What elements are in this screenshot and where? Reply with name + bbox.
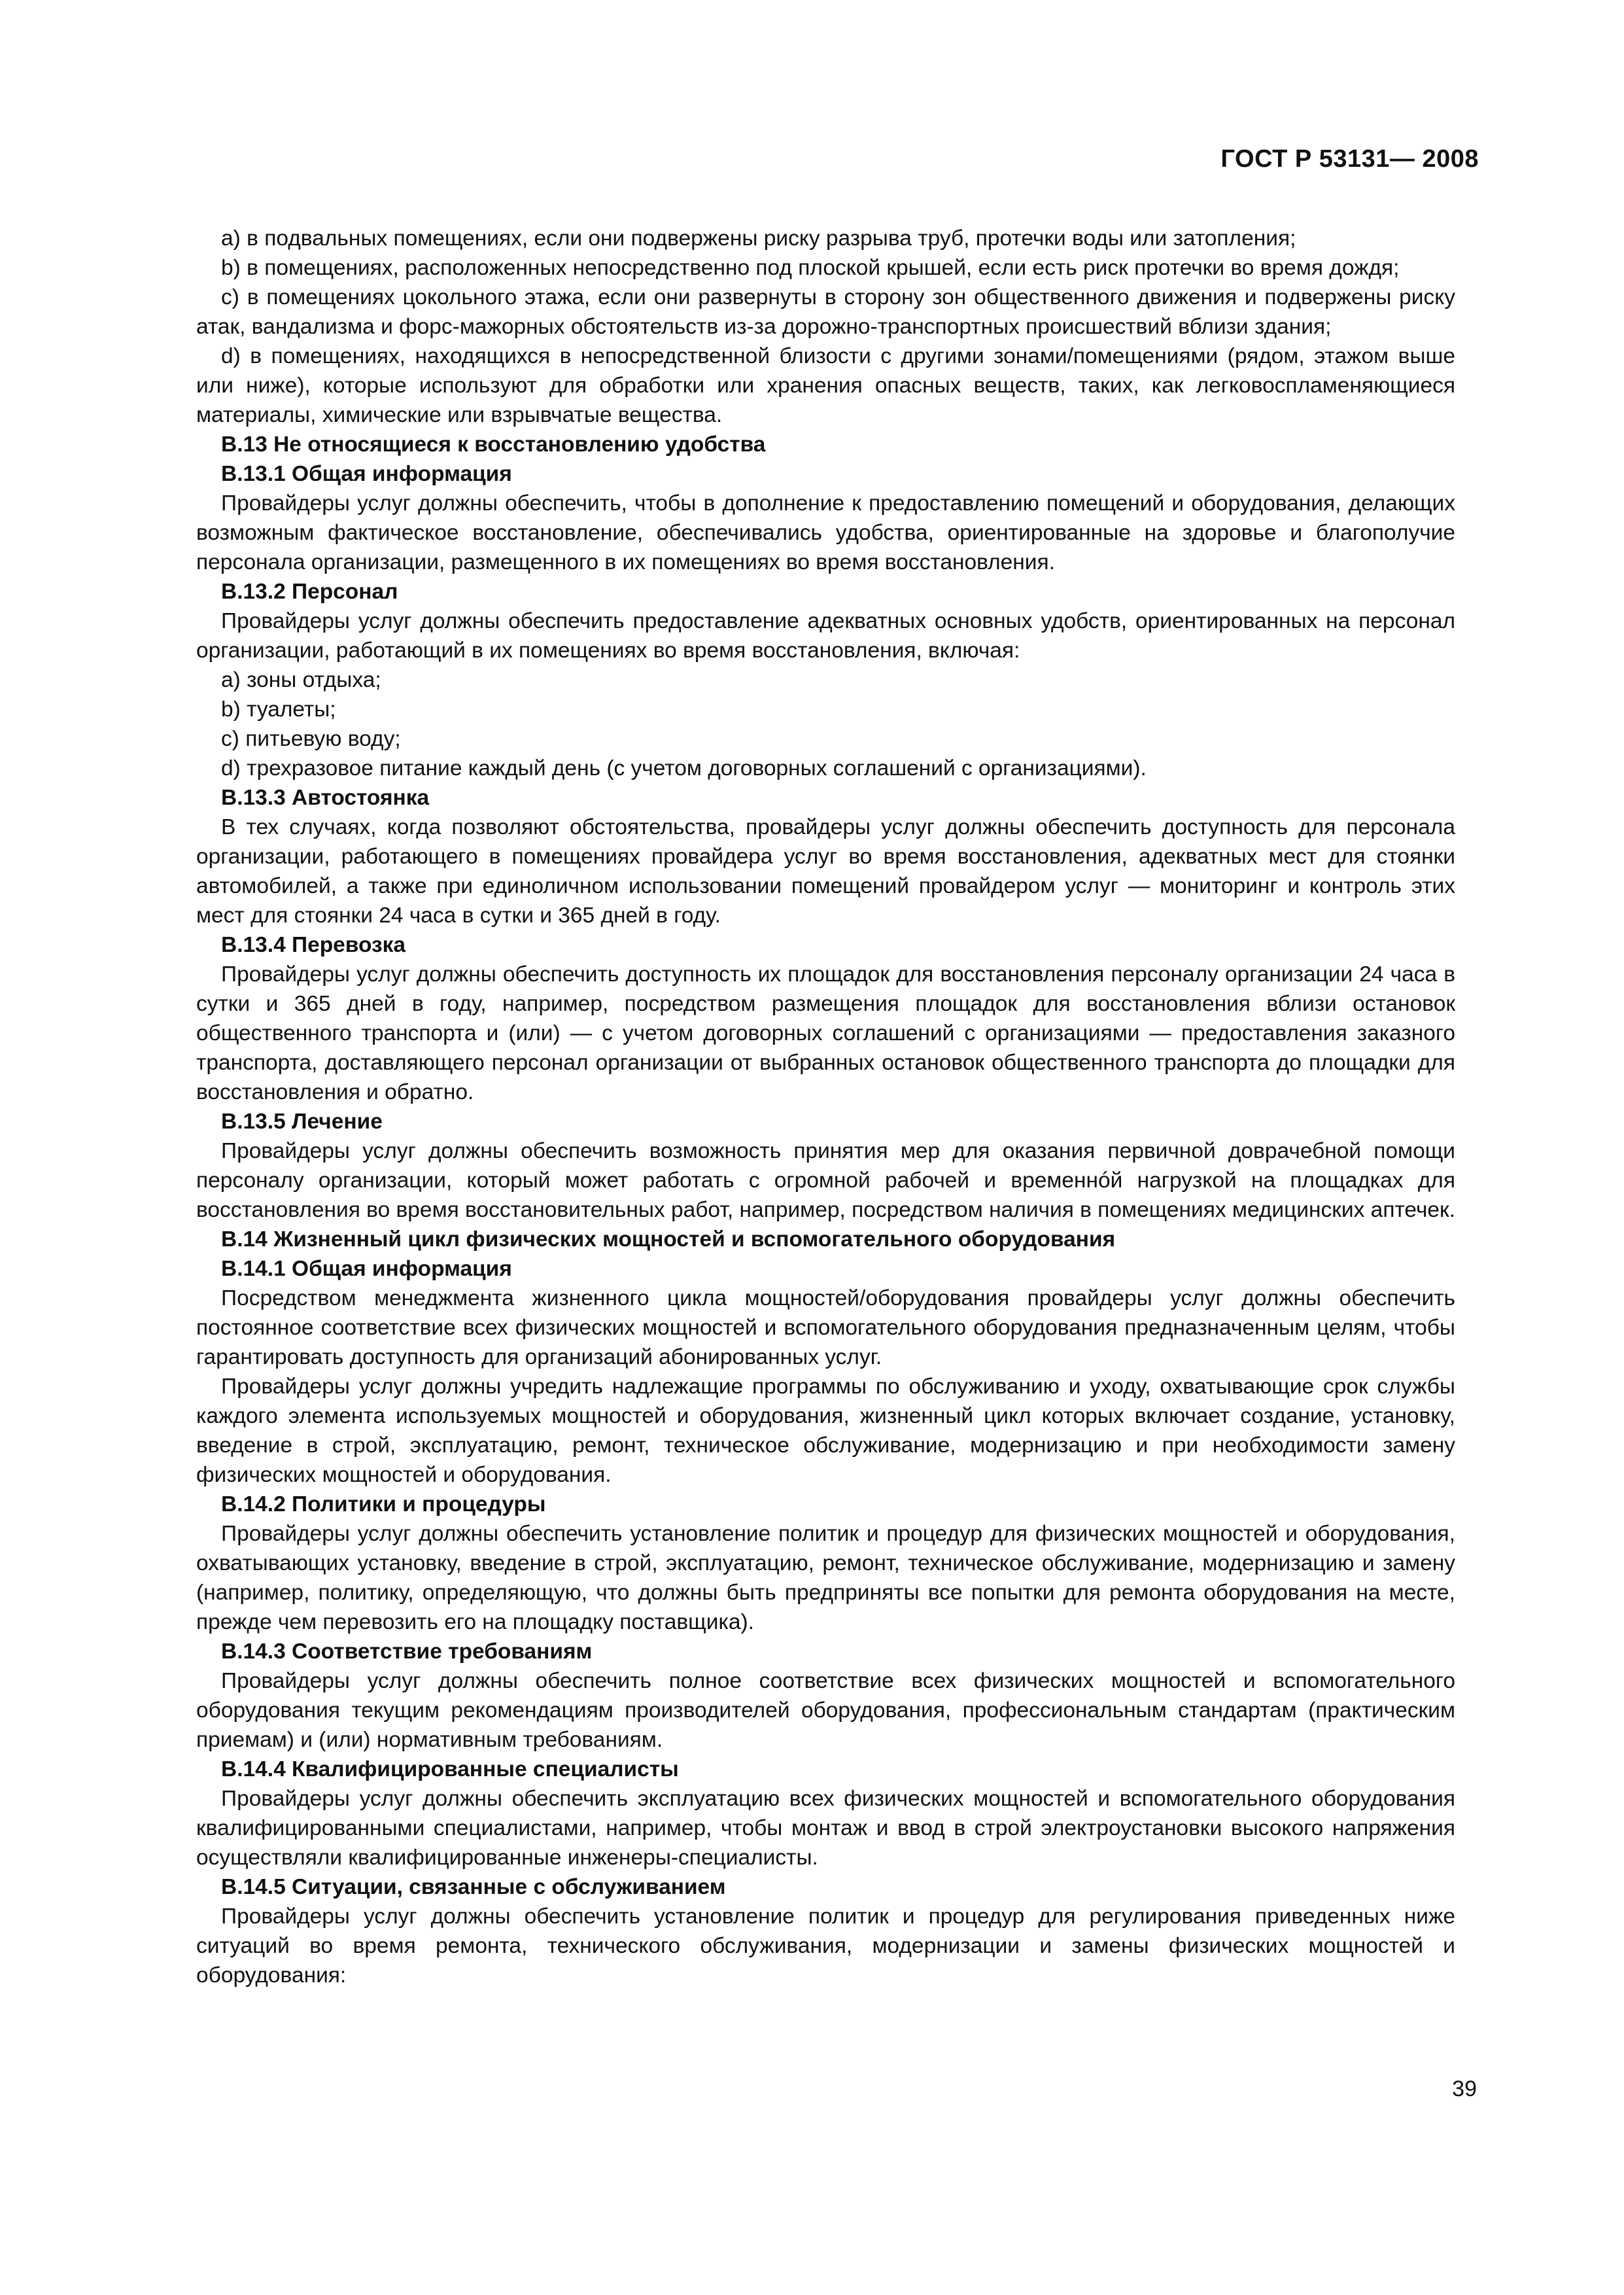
paragraph: Провайдеры услуг должны обеспечить полное соответствие всех физических мощностей и вспомогательного оборудования текущим рекомендациям производителей оборудования, профессиональным стандартам (практическим приемам) и (или) нормативным требованиям.	[196, 1669, 1455, 1752]
list-item: b) туалеты;	[221, 697, 336, 722]
section-heading: В.13.4 Перевозка	[221, 933, 406, 957]
section-heading: В.13.3 Автостоянка	[221, 786, 430, 810]
section-heading: В.14.5 Ситуации, связанные с обслуживанием	[221, 1875, 726, 1899]
paragraph: Провайдеры услуг должны учредить надлежащие программы по обслуживанию и уходу, охватывающие срок службы каждого элемента используемых мощностей и оборудования, жизненный цикл которых включает создание, установку, введение в строй, эксплуатацию, ремонт, техническое обслуживание, модернизацию и при необходимости замену физических мощностей и оборудования.	[196, 1375, 1455, 1487]
list-item: a) зоны отдыха;	[221, 668, 381, 692]
paragraph: Провайдеры услуг должны обеспечить установление политик и процедур для регулирования приведенных ниже ситуаций во время ремонта, технического обслуживания, модернизации и замены физических мощностей и оборудования:	[196, 1904, 1455, 1988]
paragraph: c) в помещениях цокольного этажа, если они развернуты в сторону зон общественного движения и подвержены риску атак, вандализма и форс-мажорных обстоятельств из-за дорожно-транспортных происшествий вблизи здания;	[196, 285, 1455, 339]
section-heading: В.13.5 Лечение	[221, 1110, 383, 1134]
document-code-header: ГОСТ Р 53131— 2008	[1220, 145, 1479, 173]
section-heading: В.14.1 Общая информация	[221, 1257, 512, 1281]
section-heading: В.14.2 Политики и процедуры	[221, 1492, 546, 1516]
paragraph: Провайдеры услуг должны обеспечить эксплуатацию всех физических мощностей и вспомогательного оборудования квалифицированными специалистами, например, чтобы монтаж и ввод в строй электроустановки высокого напряжения осуществляли квалифицированные инженеры-специалисты.	[196, 1787, 1455, 1870]
paragraph: В тех случаях, когда позволяют обстоятельства, провайдеры услуг должны обеспечить доступность для персонала организации, работающего в помещениях провайдера услуг во время восстановления, адекватных мест для стоянки автомобилей, а также при единоличном использовании помещений провайдером услуг — мониторинг и контроль этих мест для стоянки 24 часа в сутки и 365 дней в году.	[196, 815, 1455, 928]
page-number: 39	[1452, 2076, 1477, 2101]
paragraph: Провайдеры услуг должны обеспечить доступность их площадок для восстановления персоналу организации 24 часа в сутки и 365 дней в году, например, посредством размещения площадок для восстановления вблизи остановок общественного транспорта и (или) — с учетом договорных соглашений с организациями — предоставления заказного транспорта, доставляющего персонал организации от выбранных остановок общественного транспорта до площадки для восстановления и обратно.	[196, 962, 1455, 1104]
paragraph: a) в подвальных помещениях, если они подвержены риску разрыва труб, протечки воды или затопления;	[221, 226, 1296, 251]
section-heading: В.14 Жизненный цикл физических мощностей и вспомогательного оборудования	[221, 1227, 1116, 1252]
list-item: d) трехразовое питание каждый день (с учетом договорных соглашений с организациями).	[221, 756, 1147, 780]
document-body	[196, 224, 1455, 1990]
paragraph: d) в помещениях, находящихся в непосредственной близости с другими зонами/помещениями (рядом, этажом выше или ниже), которые используют для обработки или хранения опасных веществ, таких, как легковоспламеняющиеся материалы, химические или взрывчатые вещества.	[196, 344, 1455, 427]
paragraph: Провайдеры услуг должны обеспечить установление политик и процедур для физических мощностей и оборудования, охватывающих установку, введение в строй, эксплуатацию, ремонт, техническое обслуживание, модернизацию и замену (например, политику, определяющую, что должны быть предприняты все попытки для ремонта оборудования на месте, прежде чем перевозить его на площадку поставщика).	[196, 1522, 1455, 1634]
paragraph: Посредством менеджмента жизненного цикла мощностей/оборудования провайдеры услуг должны обеспечить постоянное соответствие всех физических мощностей и вспомогательного оборудования предназначенным целям, чтобы гарантировать доступность для организаций абонированных услуг.	[196, 1286, 1455, 1369]
paragraph: Провайдеры услуг должны обеспечить, чтобы в дополнение к предоставлению помещений и оборудования, делающих возможным фактическое восстановление, обеспечивались удобства, ориентированные на здоровье и благополучие персонала организации, размещенного в их помещениях во время восстановления.	[196, 491, 1455, 574]
paragraph: Провайдеры услуг должны обеспечить предоставление адекватных основных удобств, ориентированных на персонал организации, работающий в их помещениях во время восстановления, включая:	[196, 609, 1455, 663]
section-heading: В.14.3 Соответствие требованиям	[221, 1639, 593, 1664]
section-heading: В.13 Не относящиеся к восстановлению удобства	[221, 432, 766, 457]
section-heading: В.14.4 Квалифицированные специалисты	[221, 1757, 679, 1781]
section-heading: В.13.2 Персонал	[221, 580, 398, 604]
paragraph: b) в помещениях, расположенных непосредственно под плоской крышей, если есть риск протечки во время дождя;	[221, 256, 1400, 280]
section-heading: В.13.1 Общая информация	[221, 462, 512, 486]
list-item: c) питьевую воду;	[221, 727, 401, 751]
paragraph: Провайдеры услуг должны обеспечить возможность принятия мер для оказания первичной доврачебной помощи персоналу организации, который может работать с огромной рабочей и временнóй нагрузкой на площадках для восстановления во время восстановительных работ, например, посредством наличия в помещениях медицинских аптечек.	[196, 1139, 1455, 1222]
